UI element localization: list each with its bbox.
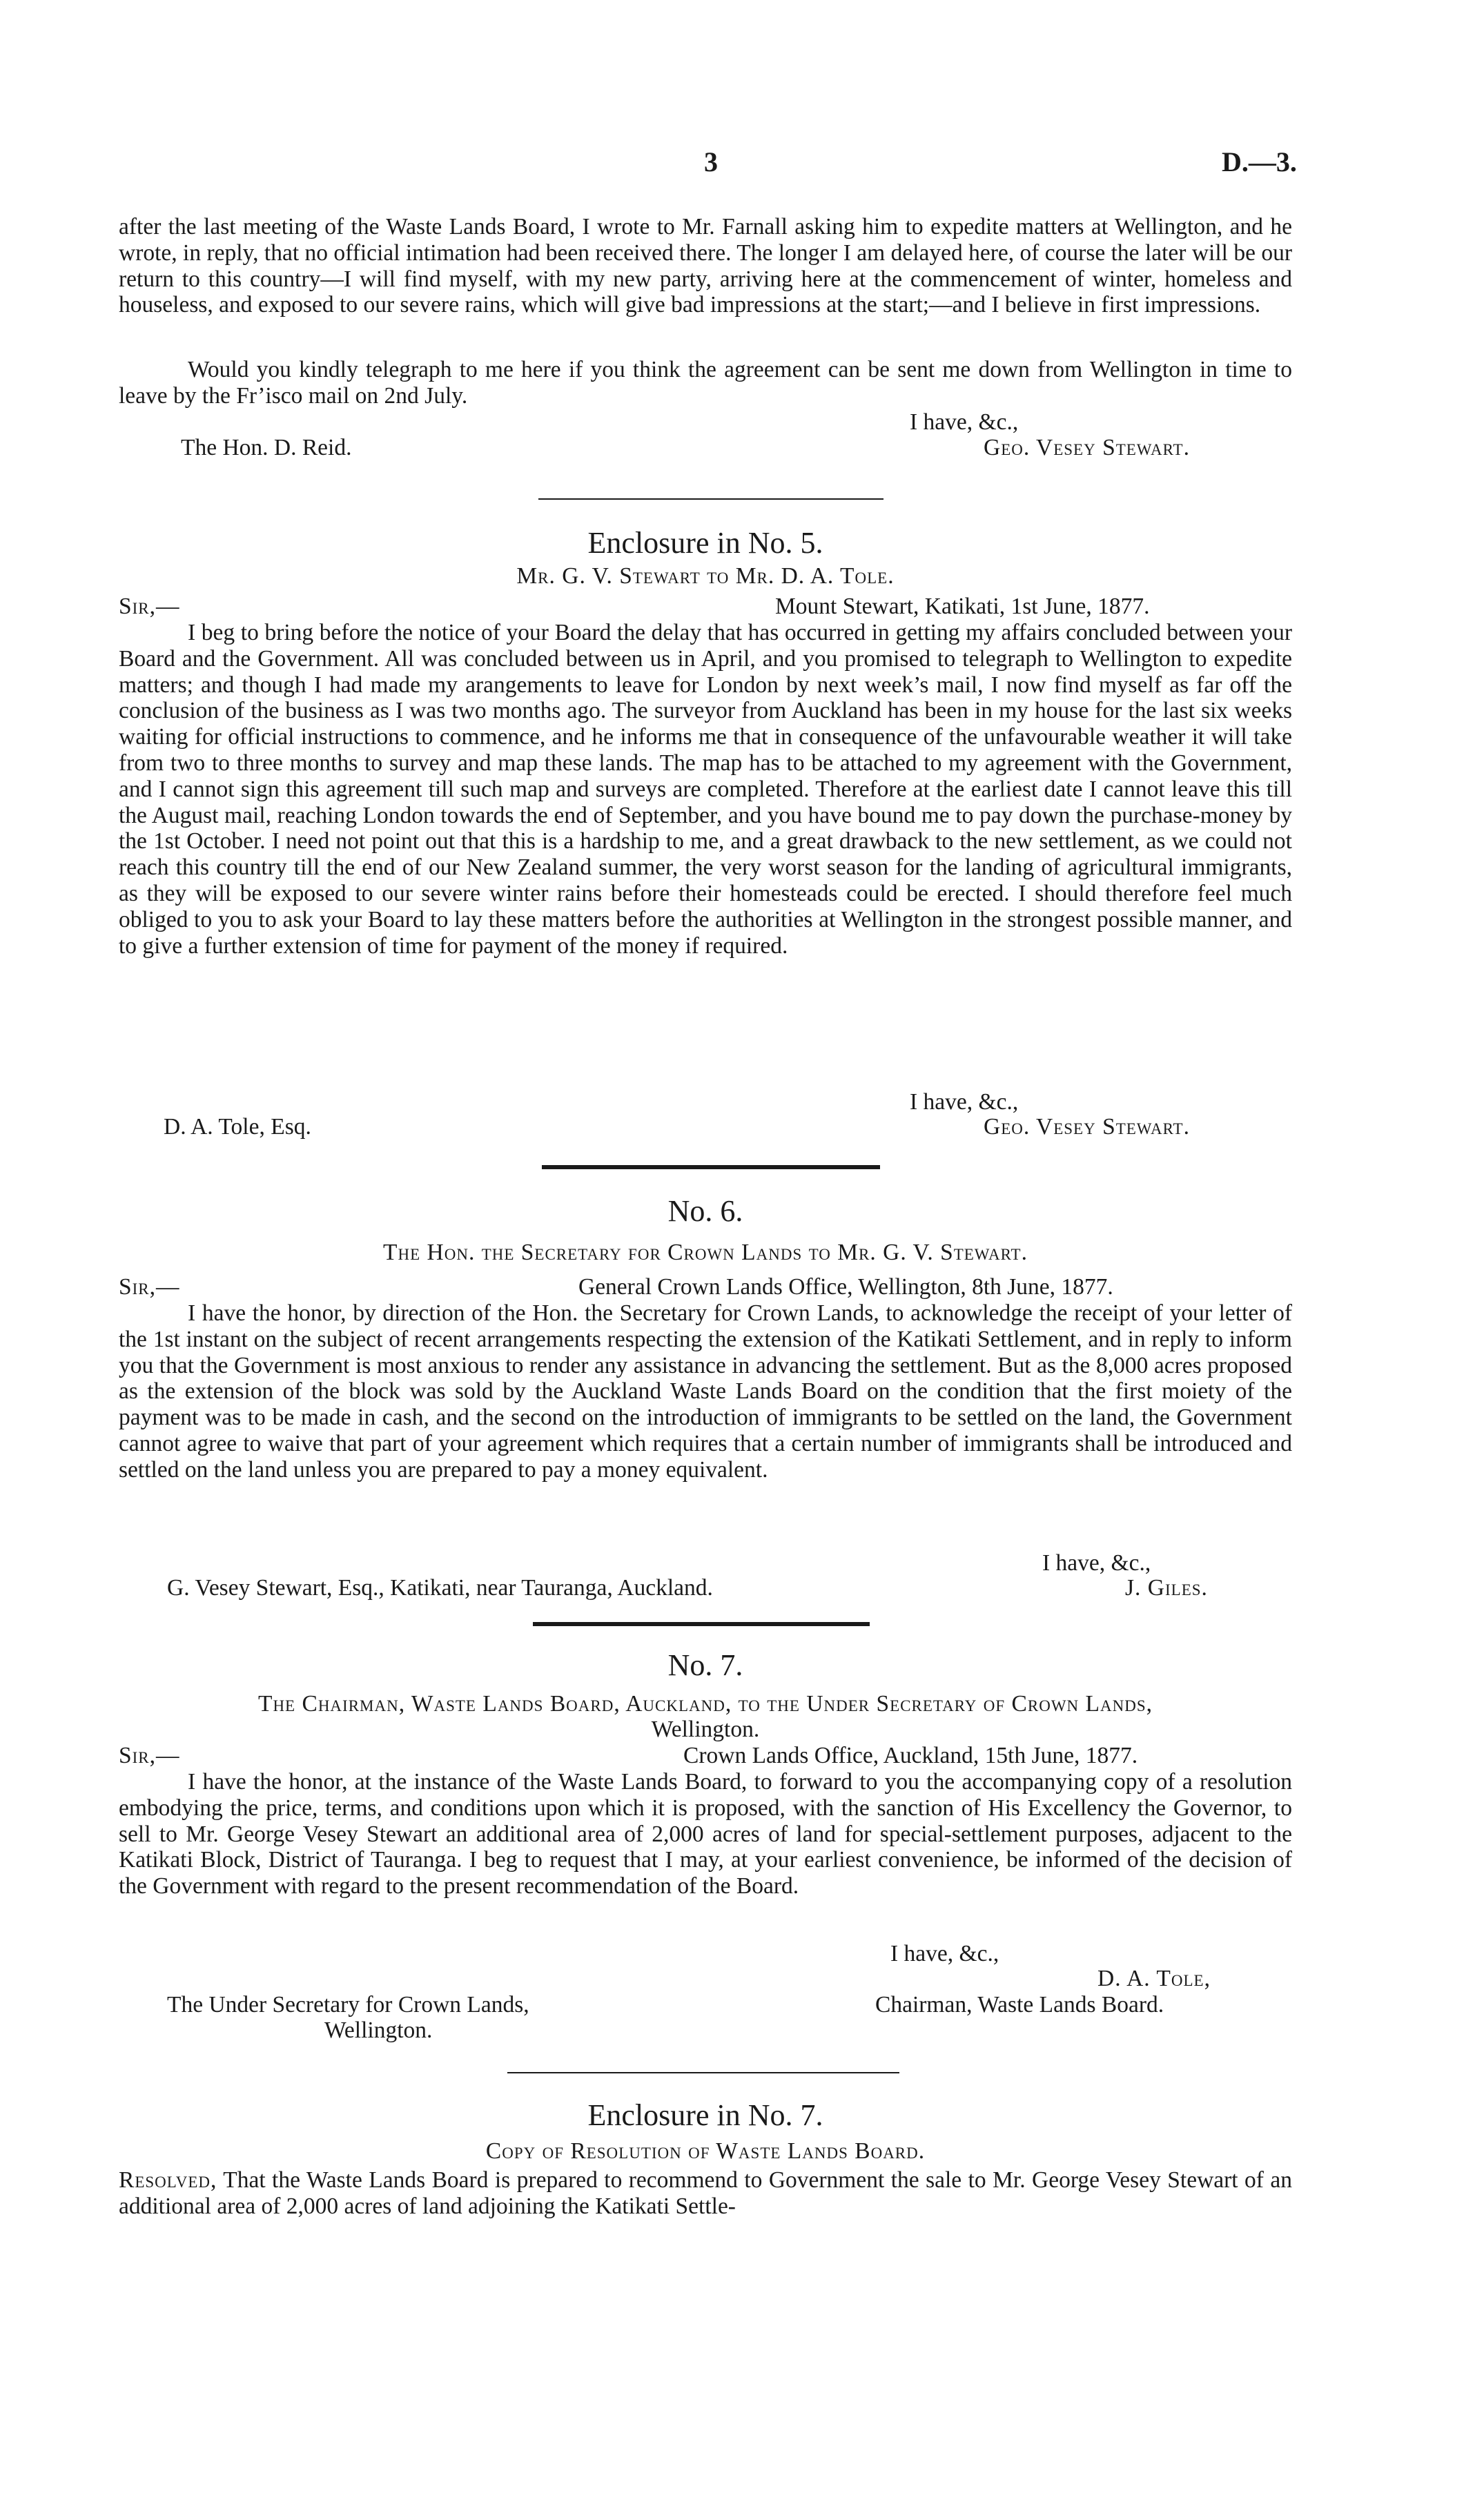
letter-addressee: The Hon. D. Reid. — [181, 435, 352, 460]
enclosure-7-resolution — [119, 2167, 1292, 2220]
enclosure-7-subtitle: Copy of Resolution of Waste Lands Board. — [485, 2138, 926, 2164]
no-6-salutation: Sir,— — [119, 1274, 180, 1300]
no-6-closing: I have, &c., — [1042, 1550, 1151, 1576]
resolution-lead: Resolved, — [119, 2167, 217, 2193]
no-6-addressee: G. Vesey Stewart, Esq., Katikati, near Tauranga, Auckland. — [167, 1575, 713, 1601]
section-divider — [507, 2072, 899, 2073]
no-7-title: No. 7. — [667, 1648, 743, 1682]
no-7-addressee-line-2: Wellington. — [324, 2017, 433, 2043]
no-7-place-date: Crown Lands Office, Auckland, 15th June, 1877. — [683, 1743, 1138, 1768]
enclosure-5-signature: Geo. Vesey Stewart. — [984, 1114, 1190, 1140]
no-6-body: I have the honor, by direction of the Hon. the Secretary for Crown Lands, to acknowledge the receipt of your letter of the 1st instant on the subject of recent arrangements respecting the extension of the Katikati Settlement, and in reply to inform you that the Government is most anxious to render any assistance in advancing the settlement. But as the 8,000 acres proposed as the extension of the block was sold by the Auckland Waste Lands Board on the condition that the first moiety of the payment was to be made in cash, and the second on the introduction of immigrants to be settled on the land, the Government cannot agree to waive that part of your agreement which requires that a certain number of immigrants shall be introduced and settled on the land unless you are prepared to pay a money equivalent. — [119, 1300, 1292, 1483]
enclosure-7-title: Enclosure in No. 7. — [587, 2098, 823, 2132]
letter-paragraph-1: after the last meeting of the Waste Lands Board, I wrote to Mr. Farnall asking him to expedite matters at Wellington, and he wrote, in reply, that no official intimation had been received there. The longer I am delayed here, of course the later will be our return to this country—I will find myself, with my new party, arriving here at the commencement of winter, homeless and houseless, and exposed to our severe rains, which will give bad impressions at the start;—and I believe in first impressions. — [119, 214, 1292, 318]
no-7-body: I have the honor, at the instance of the Waste Lands Board, to forward to you the accompanying copy of a resolution embodying the price, terms, and conditions upon which it is proposed, with the sanction of His Excellency the Governor, to sell to Mr. George Vesey Stewart an additional area of 2,000 acres of land for special-settlement purposes, adjacent to the Katikati Block, District of Tauranga. I beg to request that I may, at your earliest convenience, be informed of the decision of the Government with regard to the present recommendation of the Board. — [119, 1769, 1292, 1899]
section-divider — [538, 498, 883, 500]
resolution-text: That the Waste Lands Board is prepared to recommend to Government the sale to Mr. George Vesey Stewart of an additional area of 2,000 acres of land adjoining the Katikati Settle- — [119, 2167, 1292, 2219]
no-7-signature: D. A. Tole, — [1097, 1966, 1211, 1991]
no-7-subtitle-line-2: Wellington. — [651, 1717, 760, 1742]
page-number: 3 — [704, 146, 718, 177]
no-7-subtitle-line-1: The Chairman, Waste Lands Board, Auckland, to the Under Secretary of Crown Lands, — [257, 1691, 1153, 1717]
no-6-signature: J. Giles. — [1125, 1575, 1208, 1601]
no-7-addressee-line-1: The Under Secretary for Crown Lands, — [167, 1992, 529, 2017]
enclosure-5-addressee: D. A. Tole, Esq. — [164, 1114, 311, 1140]
no-7-closing: I have, &c., — [890, 1941, 999, 1966]
no-7-signature-title: Chairman, Waste Lands Board. — [875, 1992, 1164, 2017]
no-6-title: No. 6. — [667, 1194, 743, 1228]
no-7-salutation: Sir,— — [119, 1743, 180, 1768]
document-reference: D.—3. — [1222, 146, 1297, 177]
letter-closing: I have, &c., — [910, 409, 1019, 435]
enclosure-5-place-date: Mount Stewart, Katikati, 1st June, 1877. — [775, 594, 1150, 619]
letter-signature: Geo. Vesey Stewart. — [984, 435, 1190, 460]
enclosure-5-body: I beg to bring before the notice of your Board the delay that has occurred in getting my affairs concluded between your Board and the Government. All was concluded between us in April, and you promised to telegraph to Wellington to expedite matters; and though I had made my arangements to leave for London by next week’s mail, I now find myself as far off the conclusion of the business as I was two months ago. The surveyor from Auckland has been in my house for the last six weeks waiting for official instructions to commence, and he informs me that in consequence of the unfavourable weather it will take from two to three months to survey and map these lands. The map has to be attached to my agreement with the Government, and I cannot sign this agreement till such map and surveys are completed. Therefore at the earliest date I cannot leave this till the August mail, reaching London towards the end of September, and you have bound me to pay down the purchase-money by the 1st October. I need not point out that this is a hardship to me, and a great drawback to the new settlement, as we could not reach this country till the end of our New Zealand summer, the very worst season for the landing of agricultural immigrants, as they will be exposed to our severe winter rains before their homesteads could be erected. I should therefore feel much obliged to you to ask your Board to lay these matters before the authorities at Wellington in the strongest possible manner, and to give a further extension of time for payment of the money if required. — [119, 620, 1292, 959]
enclosure-5-salutation: Sir,— — [119, 594, 180, 619]
enclosure-5-subtitle: Mr. G. V. Stewart to Mr. D. A. Tole. — [516, 563, 895, 589]
enclosure-5-title: Enclosure in No. 5. — [587, 526, 823, 560]
section-divider-thick — [533, 1622, 870, 1626]
section-divider-thick — [542, 1165, 880, 1169]
no-6-subtitle: The Hon. the Secretary for Crown Lands to Mr. G. V. Stewart. — [383, 1240, 1028, 1265]
enclosure-5-closing: I have, &c., — [910, 1089, 1019, 1115]
letter-paragraph-2: Would you kindly telegraph to me here if you think the agreement can be sent me down from Wellington in time to leave by the Fr’isco mail on 2nd July. — [119, 357, 1292, 409]
no-6-place-date: General Crown Lands Office, Wellington, 8th June, 1877. — [578, 1274, 1113, 1300]
